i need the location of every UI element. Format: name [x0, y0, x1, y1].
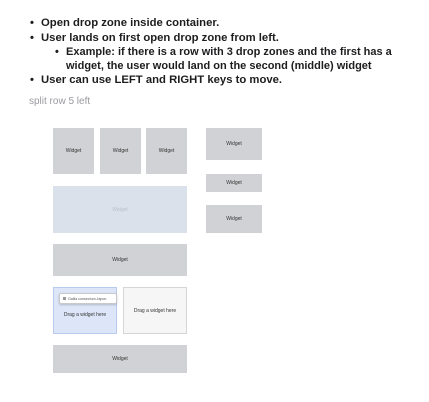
chip-label: Gallia consectum Japon [68, 296, 107, 301]
widget-right-3[interactable] [206, 205, 262, 233]
widget-label: Widget [65, 148, 82, 154]
drag-handle-icon [63, 297, 66, 300]
drop-zone-wide[interactable] [53, 186, 187, 233]
widget-label: Widget [112, 257, 128, 263]
drop-zone-label: Drag a widget here [63, 311, 107, 318]
widget-row1-col2[interactable] [100, 128, 141, 174]
widget-label: Widget [112, 148, 129, 154]
widget-right-1[interactable] [206, 128, 262, 160]
widget-label: Widget [112, 356, 128, 362]
drop-zone-label: Drag a widget here [133, 307, 177, 314]
widget-label: Widget [226, 216, 242, 222]
widget-label: Widget [226, 180, 242, 186]
widget-row1-col3[interactable] [146, 128, 187, 174]
note-3: • Example: if there is a row with 3 drop zones and the first has a widget, the user would land on the second (middle) widget [55, 46, 425, 73]
note-1: • Open drop zone inside container. [30, 17, 425, 31]
widget-bottom-row[interactable] [53, 345, 187, 373]
widget-label: Widget [158, 148, 175, 154]
drop-zone-focused[interactable] [53, 287, 117, 334]
widget-full-row[interactable] [53, 244, 187, 276]
widget-label: Widget [226, 141, 242, 147]
widget-label: Widget [112, 206, 128, 213]
widget-right-2[interactable] [206, 174, 262, 192]
widget-row1-col1[interactable] [53, 128, 94, 174]
note-4: • User can use LEFT and RIGHT keys to move. [30, 74, 425, 88]
instructions [30, 17, 425, 89]
note-2: • User lands on first open drop zone from left. [30, 32, 425, 46]
layout-caption: split row 5 left [29, 96, 91, 107]
drop-zone-empty[interactable] [123, 287, 187, 334]
dragged-widget-chip[interactable] [59, 293, 117, 304]
